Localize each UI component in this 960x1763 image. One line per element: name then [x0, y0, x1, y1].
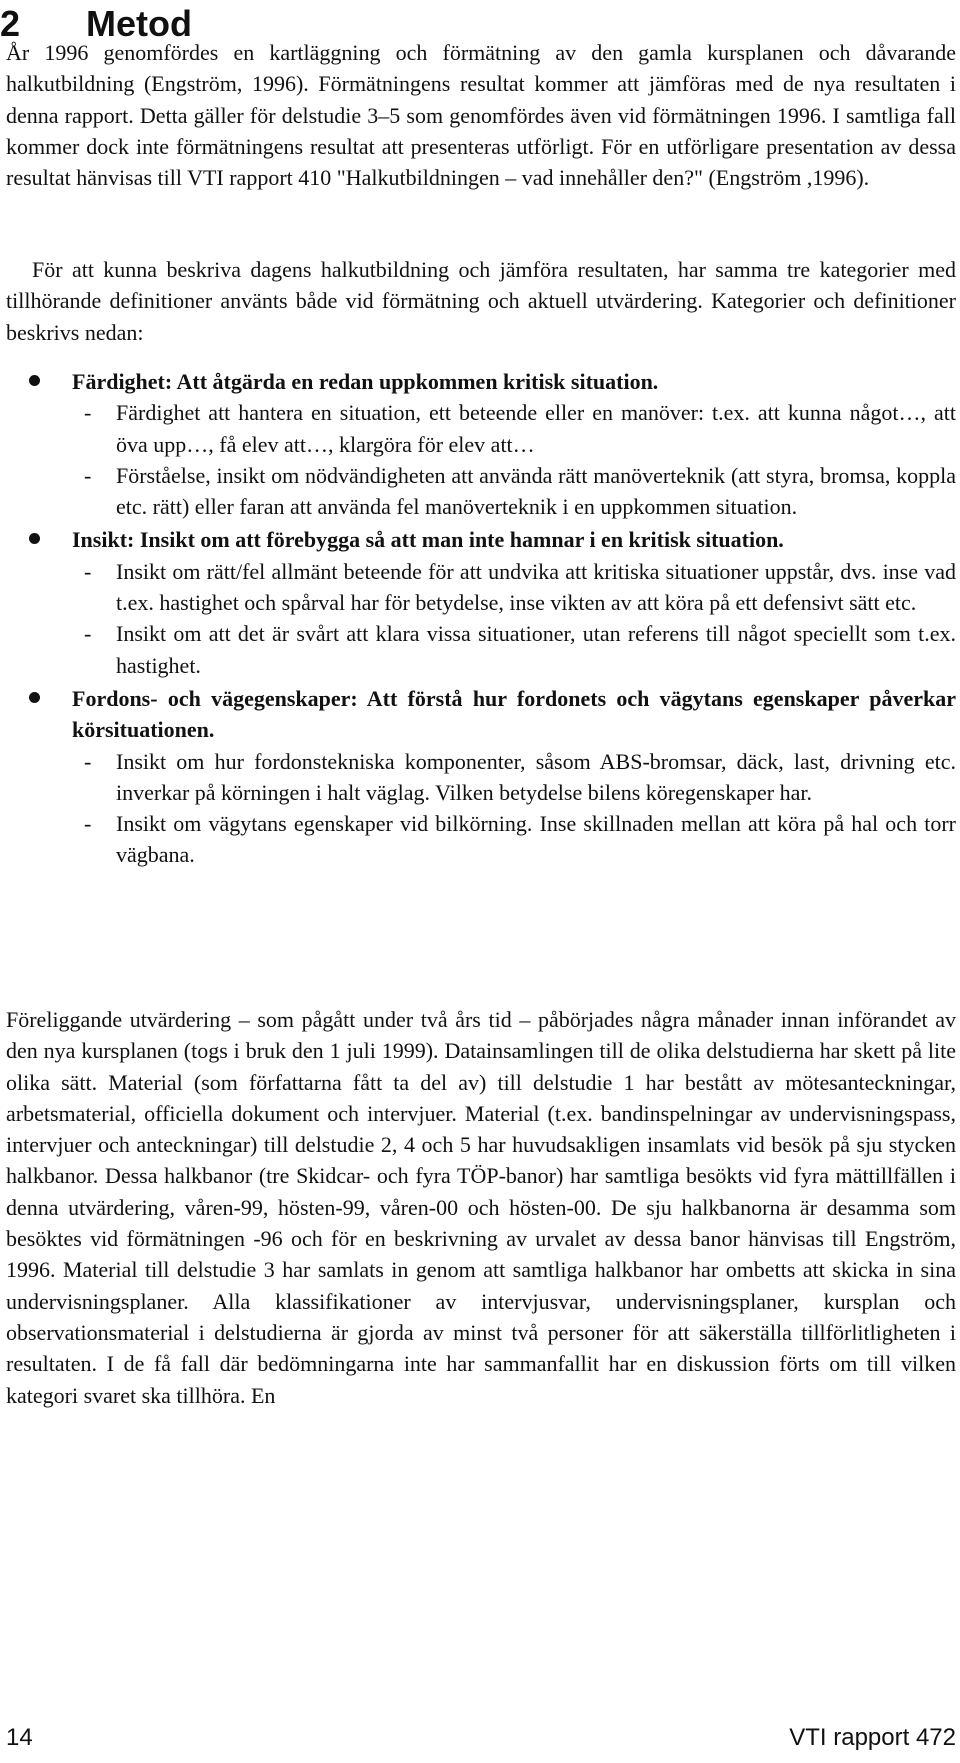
category-item — [6, 366, 956, 522]
category-subitem — [72, 556, 956, 619]
subitem-text: Insikt om att det är svårt att klara vissa situationer, utan referens till något speciellt som t.ex. hastighet. — [116, 621, 956, 678]
bullet-icon — [29, 692, 40, 703]
dash-icon: - — [84, 748, 92, 774]
paragraph-text: Föreliggande utvärdering – som pågått under två års tid – påbörjades några månader innan införandet av den nya kursplanen (togs i bruk den 1 juli 1999). Datainsamlingen till de olika delstudierna har skett på lite olika sätt. Material (som författarna fått ta del av) till delstudie 1 har bestått av mötesanteckningar, arbetsmaterial, officiella dokument och intervjuer. Material (t.ex. bandinspelningar av undervisningspass, intervjuer och anteckningar) till delstudie 2, 4 och 5 har huvudsakligen insamlats vid besök på sju stycken halkbanor. Dessa halkbanor (tre Skidcar- och fyra TÖP-banor) har samtliga besökts vid fyra mättillfällen i denna utvärdering, våren-99, hösten-99, våren-00 och hösten-00. De sju halkbanorna är desamma som besöktes vid förmätningen -96 och för en beskrivning av urvalet av dessa banor hänvisas till Engström, 1996. Material till delstudie 3 har samlats in genom att samtliga halkbanor har ombetts att skicka in sina undervisningsplaner. Alla klassifikationer av intervjusvar, undervisningsplaner, kursplan och observationsmaterial i delstudierna är gjorda av minst två personer för att säkerställa tillförlitligheten i resultaten. I de få fall där bedömningarna inte har sammanfallit har en diskussion förts om till vilken kategori svaret ska tillhöra. En — [6, 1007, 956, 1408]
report-label: VTI rapport 472 — [789, 1724, 956, 1751]
subitem-text: Insikt om rätt/fel allmänt beteende för att undvika att kritiska situationer uppstår, dvs. inse vad t.ex. hastighet och spårval har för betydelse, inse vikten av att köra på ett defensivt sätt etc. — [116, 558, 956, 616]
category-list — [6, 366, 956, 873]
subitem-text: Förståelse, insikt om nödvändigheten att använda rätt manöverteknik (att styra, bromsa, koppla etc. rätt) eller faran att använda fel manöverteknik i en uppkommen situation. — [116, 462, 956, 520]
category-subitem — [72, 808, 956, 871]
category-item — [6, 524, 956, 680]
section-title: Metod — [86, 3, 192, 44]
dash-icon: - — [84, 400, 92, 426]
category-title: Fordons- och vägegenskaper: Att förstå hur fordonets och vägytans egenskaper påverkar körsituationen. — [72, 685, 956, 743]
paragraph-text: För att kunna beskriva dagens halkutbildning och jämföra resultaten, har samma tre kategorier med tillhörande definitioner använts både vid förmätning och aktuell utvärdering. Kategorier och definitioner beskrivs nedan: — [6, 257, 956, 345]
subitem-text: Färdighet att hantera en situation, ett beteende eller en manöver: t.ex. att kunna något…, att öva upp…, få elev att…, klargöra för elev att… — [116, 400, 956, 457]
category-subitem — [72, 460, 956, 523]
subitem-text: Insikt om hur fordonstekniska komponenter, såsom ABS-bromsar, däck, last, drivning etc. inverkar på körningen i halt väglag. Vilken betydelse bilens köregenskaper har. — [116, 748, 956, 805]
category-title: Insikt: Insikt om att förebygga så att man inte hamnar i en kritisk situation. — [72, 527, 784, 553]
section-number: 2 — [0, 3, 21, 44]
intro-paragraph-1 — [6, 37, 956, 193]
paragraph-text: År 1996 genomfördes en kartläggning och förmätning av den gamla kursplanen och dåvarande halkutbildning (Engström, 1996). Förmätningens resultat kommer att jämföras med de nya resultaten i denna rapport. Detta gäller för delstudie 3–5 som genomfördes även vid förmätningen 1996. I samtliga fall kommer dock inte förmätningens resultat att presenteras utförligt. För en utförligare presentation av dessa resultat hänvisas till VTI rapport 410 "Halkutbildningen – vad innehåller den?" (Engström ,1996). — [6, 40, 956, 191]
intro-paragraph-2 — [6, 254, 956, 348]
subitem-text: Insikt om vägytans egenskaper vid bilkörning. Inse skillnaden mellan att köra på hal och torr vägbana. — [116, 811, 956, 868]
dash-icon: - — [84, 558, 92, 584]
page-footer — [6, 1722, 956, 1754]
category-subitem — [72, 746, 956, 809]
body-paragraph — [6, 1004, 956, 1411]
bullet-icon — [29, 533, 40, 544]
category-subitem — [72, 618, 956, 681]
dash-icon: - — [84, 811, 92, 837]
dash-icon: - — [84, 621, 92, 647]
category-title: Färdighet: Att åtgärda en redan uppkommen kritisk situation. — [72, 369, 659, 394]
bullet-icon — [29, 375, 40, 386]
category-subitem — [72, 397, 956, 460]
category-item — [6, 683, 956, 871]
page-number: 14 — [6, 1724, 33, 1751]
dash-icon: - — [84, 462, 92, 488]
